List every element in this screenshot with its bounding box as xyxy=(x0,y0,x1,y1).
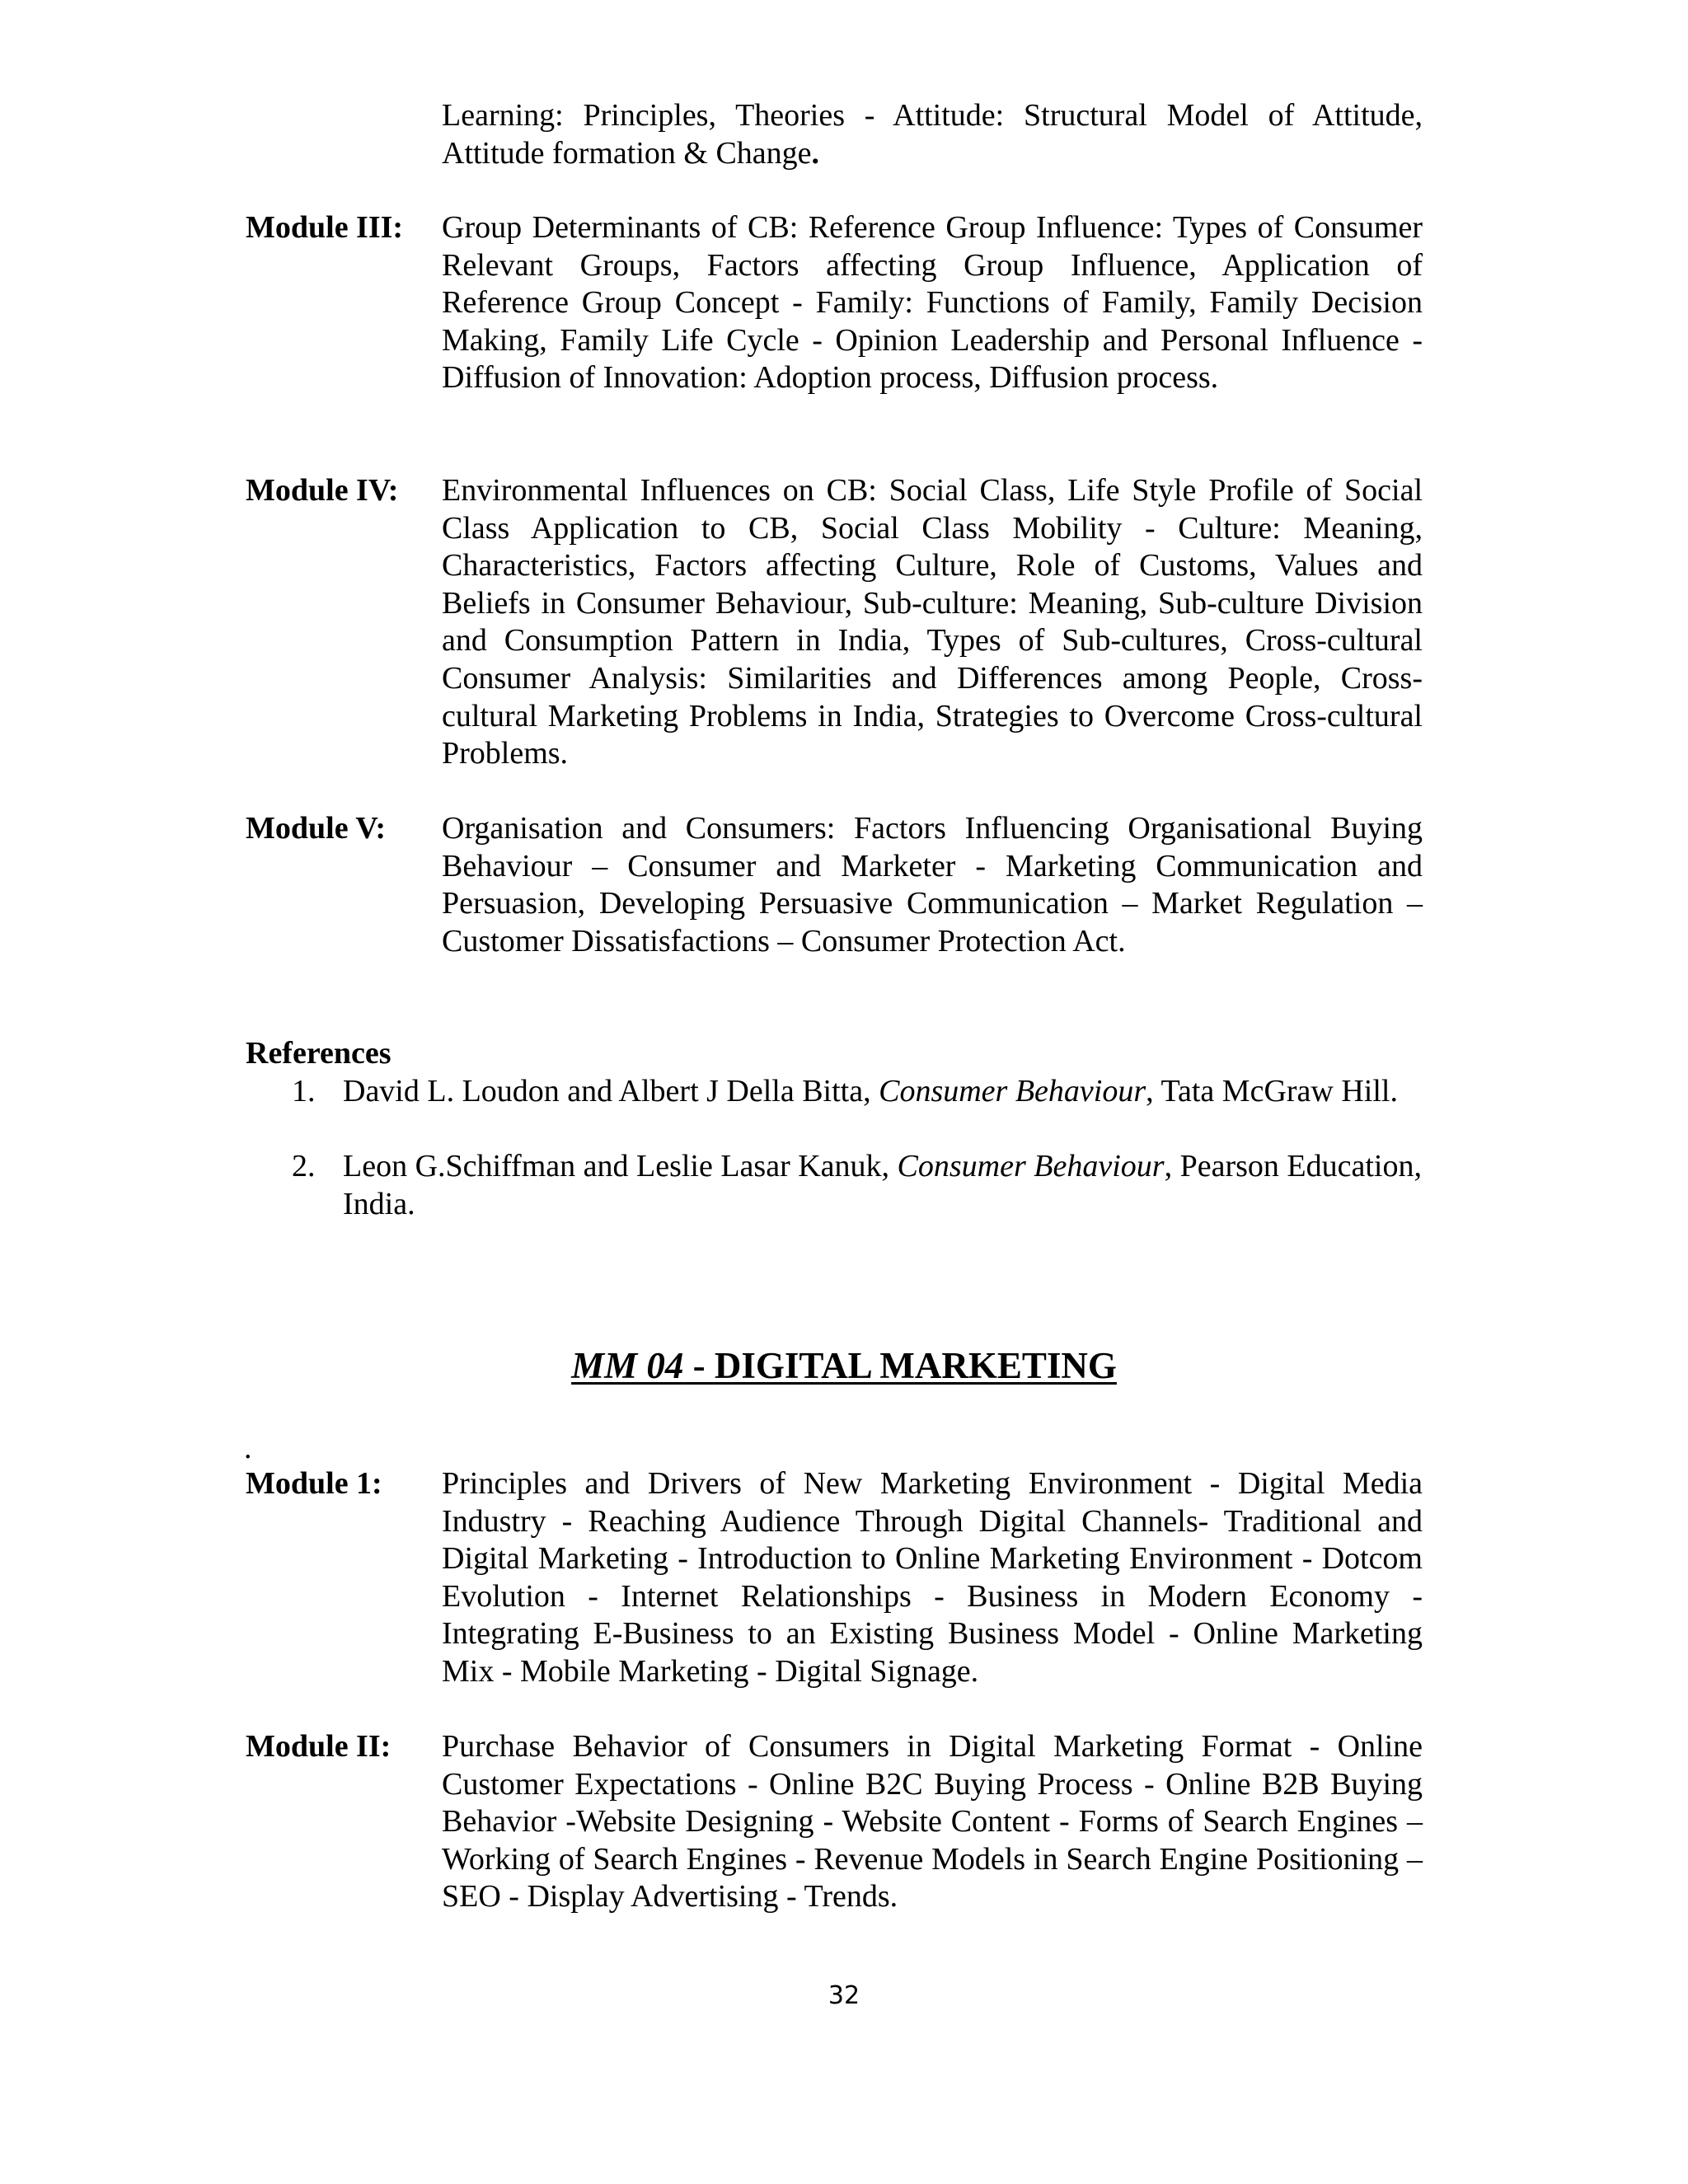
reference-book-title: Consumer Behaviour xyxy=(879,1074,1146,1108)
reference-publisher: , Pearson Education, India. xyxy=(343,1149,1422,1221)
module-v-text: Organisation and Consumers: Factors Influencing Organisational Buying Behaviour – Consumer and Marketer - Marketing Communication and Persuasion, Developing Persuasive Communication – Market Regulation – Customer Dissatisfactions – Consumer Protection Act. xyxy=(442,811,1423,958)
module-ii-label: Module II: xyxy=(246,1729,392,1764)
module-1-label: Module 1: xyxy=(246,1466,382,1501)
module-v-label: Module V: xyxy=(246,811,386,846)
course-heading xyxy=(0,1343,1688,1388)
reference-authors: Leon G.Schiffman and Leslie Lasar Kanuk, xyxy=(343,1149,898,1183)
course-code: MM 04 xyxy=(571,1345,684,1386)
reference-publisher: , Tata McGraw Hill. xyxy=(1146,1074,1398,1108)
module-iv-text: Environmental Influences on CB: Social Class, Life Style Profile of Social Class Application to CB, Social Class Mobility - Culture: Meaning, Characteristics, Factors affecting Culture, Role of Customs, Values and Beliefs in Consumer Behaviour, Sub-culture: Meaning, Sub-culture Division and Consumption Pattern in India, Types of Sub-cultures, Cross-cultural Consumer Analysis: Similarities and Differences among People, Cross-cultural Marketing Problems in India, Strategies to Overcome Cross-cultural Problems. xyxy=(442,473,1423,771)
module-ii-continuation xyxy=(442,97,1423,172)
reference-text xyxy=(343,1073,1431,1111)
reference-item xyxy=(292,1073,1429,1149)
module-ii-text: Purchase Behavior of Consumers in Digital Marketing Format - Online Customer Expectations - Online B2C Buying Process - Online B2B Buying Behavior -Website Designing - Website Content - Forms of Search Engines – Working of Search Engines - Revenue Models in Search Engine Positioning – SEO - Display Advertising - Trends. xyxy=(442,1729,1423,1915)
page-number: 32 xyxy=(828,1981,860,2010)
references-heading: References xyxy=(246,1036,392,1071)
module-1-text: Principles and Drivers of New Marketing Environment - Digital Media Industry - Reaching Audience Through Digital Channels- Traditional and Digital Marketing - Introduction to Online Marketing Environment - Dotcom Evolution - Internet Relationships - Business in Modern Economy - Integrating E-Business to an Existing Business Model - Online Marketing Mix - Mobile Marketing - Digital Signage. xyxy=(442,1466,1423,1689)
reference-number: 2. xyxy=(292,1149,316,1183)
module-iv-label: Module IV: xyxy=(246,473,399,508)
module-iii-label: Module III: xyxy=(246,210,404,245)
module-iii-text: Group Determinants of CB: Reference Group Influence: Types of Consumer Relevant Groups, Factors affecting Group Influence, Application of Reference Group Concept - Family: Functions of Family, Family Decision Making, Family Life Cycle - Opinion Leadership and Personal Influence - Diffusion of Innovation: Adoption process, Diffusion process. xyxy=(442,210,1423,396)
reference-authors: David L. Loudon and Albert J Della Bitta, xyxy=(343,1074,879,1108)
reference-book-title: Consumer Behaviour xyxy=(897,1149,1165,1183)
continuation-end-mark: . xyxy=(811,135,820,171)
reference-text xyxy=(343,1148,1431,1223)
course-title: DIGITAL MARKETING xyxy=(714,1345,1117,1386)
course-heading-separator: - xyxy=(683,1345,715,1386)
stray-dot: . xyxy=(244,1431,252,1465)
reference-item xyxy=(292,1148,1429,1224)
course-heading-underlined xyxy=(571,1345,1117,1386)
continuation-text: Learning: Principles, Theories - Attitude: Structural Model of Attitude, Attitude formation & Change xyxy=(442,98,1423,171)
reference-number: 1. xyxy=(292,1074,316,1108)
